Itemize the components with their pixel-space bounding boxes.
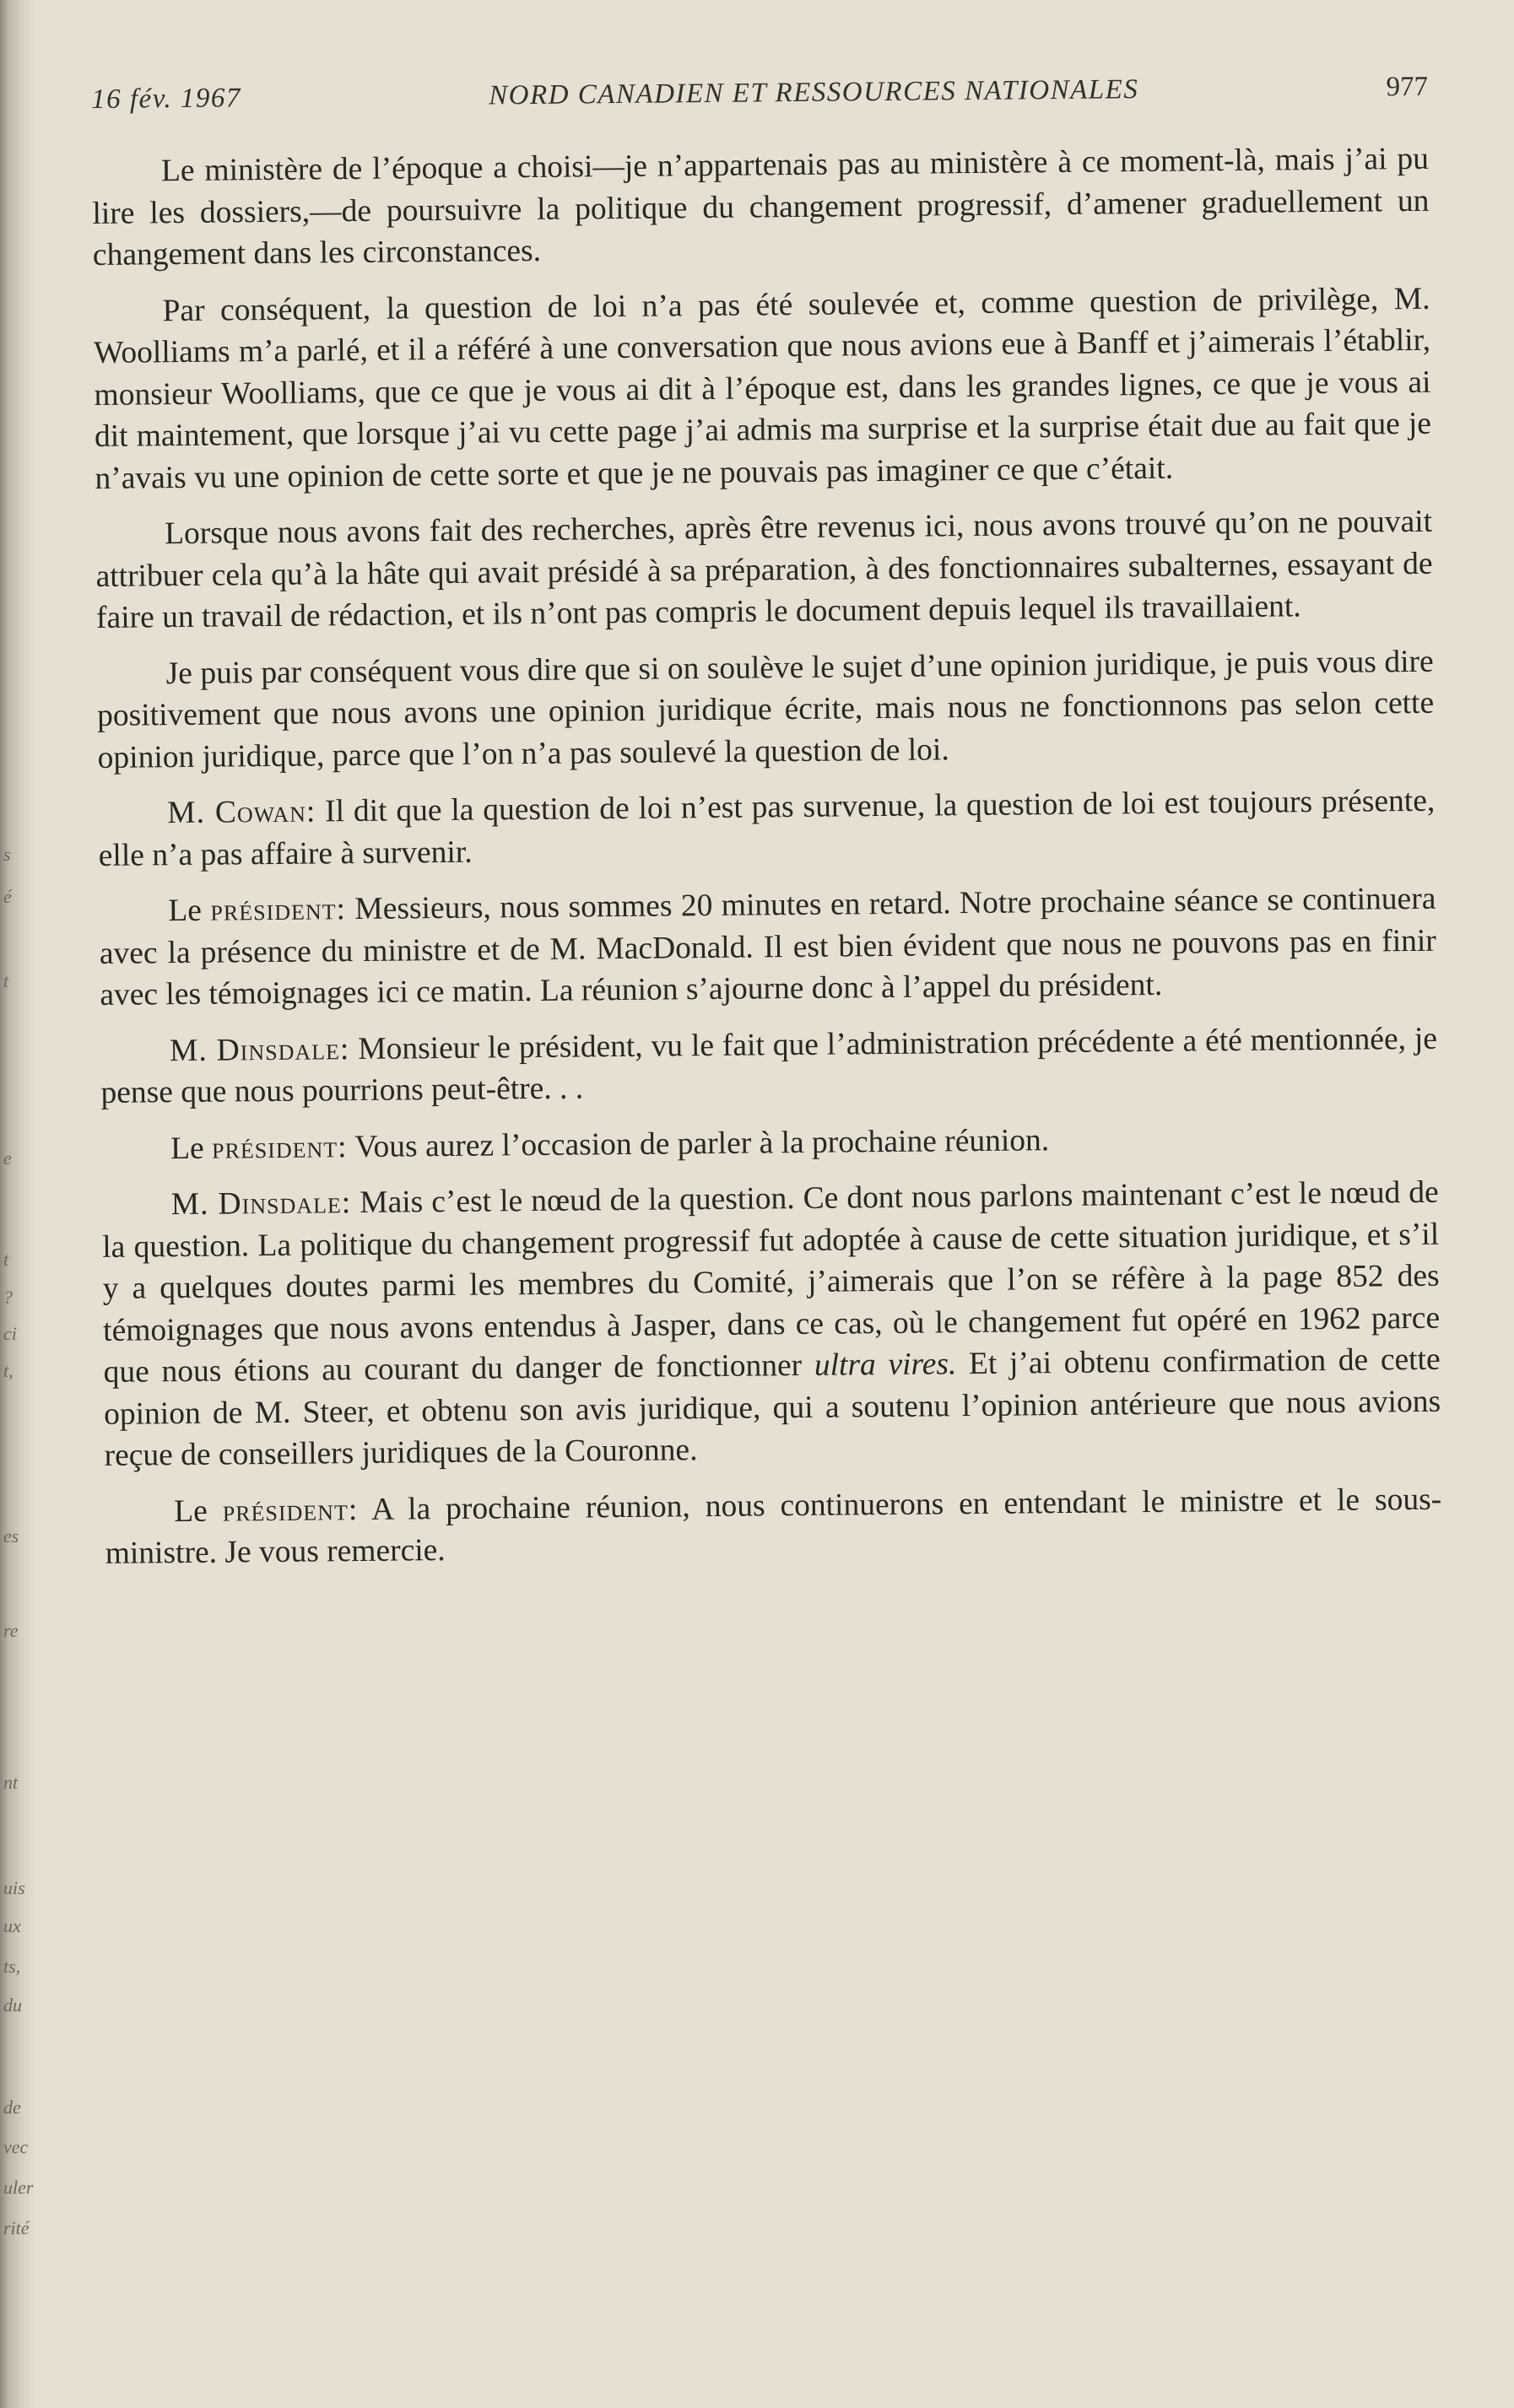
paragraph-text: Par conséquent, la question de loi n’a pas été soulevée et, comme question de privilège, M. Woolliams m’a parlé, et il a référé à une conversation que nous avions eue à Banff et j’aimerais l’établir, monsieur Woolliams, que ce que je vous ai dit à l’époque est, dans les grandes lignes, ce que je vous ai dit maintement, que lorsque j’ai vu cette page j’ai admis ma surprise et la surprise était due au fait que je n’avais vu une opinion de cette sorte et que je ne pouvais pas imaginer ce que c’était. (93, 281, 1432, 496)
margin-fragment: es (3, 1525, 19, 1547)
speech-paragraph (102, 1172, 1441, 1477)
speech-paragraph (105, 1478, 1442, 1574)
margin-fragment: ci (3, 1323, 17, 1344)
margin-fragment: ts, (3, 1956, 21, 1977)
paragraph (92, 138, 1430, 277)
margin-fragment: uis (3, 1877, 25, 1898)
paragraph-text: Lorsque nous avons fait des recherches, après être revenus ici, nous avons trouvé qu’on ne pouvait attribuer cela qu’à la hâte qui avait présidé à sa préparation, à des fonctionnaires subalternes, essayant de faire un travail de rédaction, et ils n’ont pas compris le document depuis lequel ils travaillaient. (95, 504, 1433, 635)
margin-fragment: de (3, 2097, 21, 2118)
paragraph (95, 501, 1433, 640)
speech-paragraph (100, 1018, 1438, 1114)
margin-fragment: ux (3, 1915, 21, 1936)
speaker-prefix: Le (170, 1131, 204, 1166)
speech-paragraph (98, 780, 1436, 877)
margin-fragment: s (3, 844, 11, 865)
speaker-name: M. Dinsdale: (170, 1185, 352, 1223)
speech-text: Monsieur le président, vu le fait que l’administration précédente a été mentionnée, je pense que nous pourrions peut-être. . . (100, 1021, 1438, 1110)
running-header (91, 72, 1428, 116)
speaker-name: président: (210, 892, 347, 928)
paragraph (93, 278, 1431, 499)
speaker-prefix: Le (168, 893, 203, 929)
margin-fragment: t (3, 1249, 9, 1270)
margin-fragment: rité (3, 2217, 30, 2238)
facing-page-margin (2, 0, 34, 2408)
margin-fragment: du (3, 1995, 22, 2016)
margin-fragment: e (3, 1147, 12, 1169)
speech-text: Messieurs, nous sommes 20 minutes en retard. Notre prochaine séance se continuera avec la présence du ministre et de M. MacDonald. Il est bien évident que nous ne pouvons pas en finir avec les témoignages ici ce matin. La réunion s’ajourne donc à l’appel du président. (99, 881, 1437, 1012)
page-number: 977 (1386, 71, 1429, 103)
speech-text-continued: Et j’ai obtenu confirmation de cette opinion de M. Steer, et obtenu son avis juridique, qui a soutenu l’opinion antérieure que nous avions reçue de conseillers juridiques de la Couronne. (103, 1342, 1441, 1473)
margin-fragment: uler (3, 2177, 34, 2198)
speaker-name: M. Dinsdale: (169, 1031, 350, 1068)
margin-fragment: t, (3, 1360, 14, 1381)
latin-phrase: ultra vires. (814, 1347, 957, 1383)
header-title: NORD CANADIEN ET RESSOURCES NATIONALES (489, 74, 1139, 111)
margin-fragment: é (3, 886, 12, 907)
speech-text: A la prochaine réunion, nous continuerons en entendant le ministre et le sous-ministre. Je vous remercie. (105, 1482, 1442, 1571)
page-content (91, 72, 1442, 1590)
margin-fragment: nt (3, 1772, 19, 1793)
margin-fragment: re (3, 1620, 19, 1641)
margin-fragment: vec (3, 2136, 29, 2157)
header-date: 16 fév. 1967 (91, 83, 242, 115)
speaker-name: président: (222, 1492, 359, 1529)
speaker-prefix: Le (174, 1493, 208, 1529)
paragraph-text: Le ministère de l’époque a choisi—je n’appartenais pas au ministère à ce moment-là, mais j’ai pu lire les dossiers,—de poursuivre la politique du changement progressif, d’amener graduellement un changement dans les circonstances. (92, 141, 1430, 273)
speech-text: Mais c’est le nœud de la question. Ce dont nous parlons maintenant c’est le nœud de la question. La politique du changement progressif fut adoptée à cause de cette situation juridique, et s’il y a quelques doutes parmi les membres du Comité, j’aimerais que l’on se réfère à la page 852 des témoignages que nous avons entendus à Jasper, dans ce cas, où le changement fut opéré en 1962 parce que nous étions au courant du danger de fonctionner (102, 1174, 1441, 1390)
speaker-name: président: (211, 1129, 348, 1166)
speech-paragraph (101, 1115, 1438, 1170)
paragraph-text: Je puis par conséquent vous dire que si on soulève le sujet d’une opinion juridique, je puis vous dire positivement que nous avons une opinion juridique écrite, mais nous ne fonctionnons pas selon cette opinion juridique, parce que l’on n’a pas soulevé la question de loi. (96, 644, 1435, 775)
speaker-name: M. Cowan: (167, 794, 316, 831)
speech-text: Vous aurez l’occasion de parler à la prochaine réunion. (354, 1122, 1050, 1164)
speech-text: Il dit que la question de loi n’est pas survenue, la question de loi est toujours présente, elle n’a pas affaire à survenir. (98, 783, 1436, 873)
speech-paragraph (99, 878, 1436, 1017)
paragraph (96, 640, 1434, 779)
margin-fragment: ? (3, 1287, 13, 1308)
margin-fragment: t (3, 970, 9, 991)
